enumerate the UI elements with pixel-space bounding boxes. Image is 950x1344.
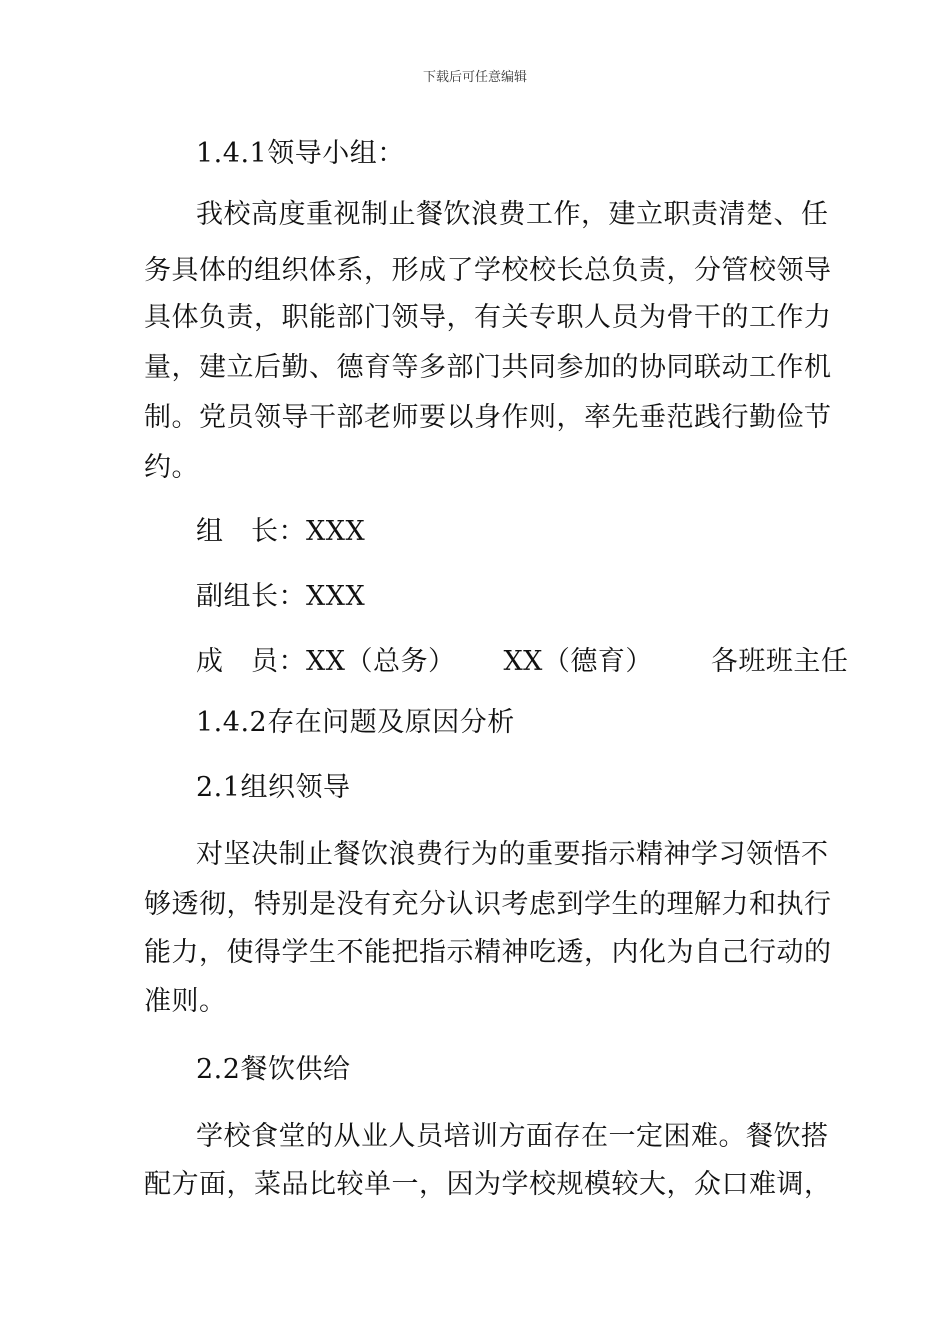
paragraph-line: 具体负责，职能部门领导，有关专职人员为骨干的工作力 (144, 302, 832, 333)
leader-line: 组 长：XXX (196, 516, 366, 547)
paragraph-line: 够透彻，特别是没有充分认识考虑到学生的理解力和执行 (144, 889, 832, 920)
members-line (196, 644, 848, 680)
paragraph-line: 务具体的组织体系，形成了学校校长总负责，分管校领导 (144, 255, 832, 286)
members-label: 成 员：XX（总务） (196, 646, 456, 677)
member-moral-education: XX（德育） (503, 646, 653, 677)
section-2-2-heading: 2.2餐饮供给 (196, 1054, 351, 1085)
section-1-4-2-heading: 1.4.2存在问题及原因分析 (196, 707, 515, 738)
paragraph-line: 准则。 (144, 986, 227, 1017)
deputy-leader-line: 副组长：XXX (196, 581, 366, 612)
paragraph-line: 约。 (144, 452, 199, 483)
section-2-1-heading: 2.1组织领导 (196, 772, 351, 803)
paragraph-line: 对坚决制止餐饮浪费行为的重要指示精神学习领悟不 (196, 839, 829, 870)
paragraph-line: 量，建立后勤、德育等多部门共同参加的协同联动工作机 (144, 352, 832, 383)
paragraph-line: 配方面，菜品比较单一，因为学校规模较大，众口难调， (144, 1169, 832, 1200)
paragraph-line: 我校高度重视制止餐饮浪费工作，建立职责清楚、任 (196, 199, 829, 230)
section-1-4-1-heading: 1.4.1领导小组： (196, 138, 405, 169)
paragraph-line: 能力，使得学生不能把指示精神吃透，内化为自己行动的 (144, 937, 832, 968)
paragraph-line: 制。党员领导干部老师要以身作则，率先垂范践行勤俭节 (144, 402, 832, 433)
page-header-note: 下载后可任意编辑 (422, 70, 527, 85)
member-class-teachers: 各班班主任 (710, 646, 849, 677)
paragraph-line: 学校食堂的从业人员培训方面存在一定困难。餐饮搭 (196, 1121, 829, 1152)
